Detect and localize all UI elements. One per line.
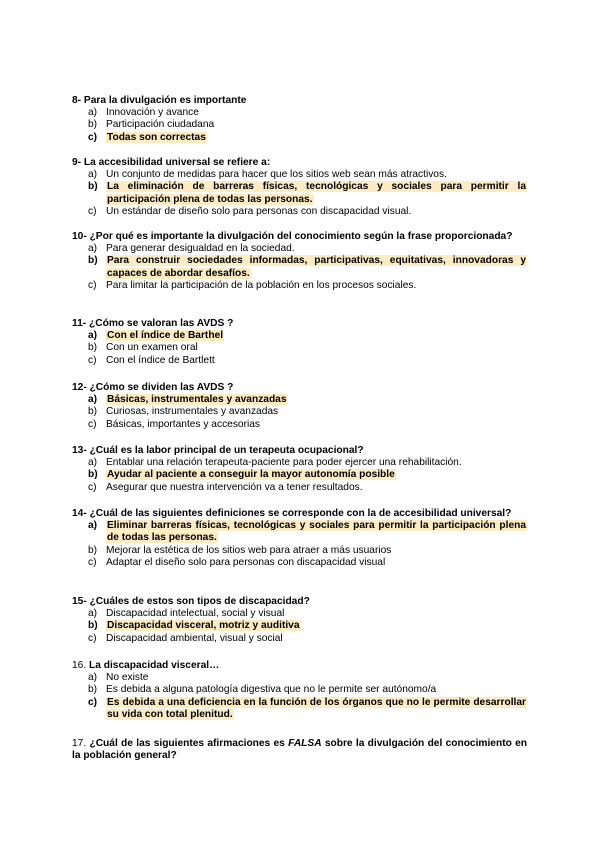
option-a-correct: a) Eliminar barreras físicas, tecnológicas y sociales para permitir la participación plena de todas las personas. <box>88 520 526 544</box>
option-c: c) Básicas, importantes y accesorias <box>88 418 261 430</box>
question-title: 15- ¿Cuáles de estos son tipos de discapacidad? <box>72 596 310 607</box>
question-8 <box>72 95 527 144</box>
option-b: b) Es debida a alguna patología digestiva que no le permite ser autónomo/a <box>88 684 437 696</box>
option-c: c) Discapacidad ambiental, visual y social <box>88 632 283 644</box>
option-a-correct: a) Con el índice de Barthel <box>88 330 224 342</box>
question-title: 10- ¿Por qué es importante la divulgación del conocimiento según la frase proporcionada? <box>72 231 513 242</box>
question-13 <box>72 445 527 494</box>
question-title: 16. La discapacidad visceral… <box>72 660 220 671</box>
question-title: 11- ¿Cómo se valoran las AVDS ? <box>72 318 234 329</box>
question-17 <box>72 738 527 762</box>
option-b: b) Mejorar la estética de los sitios web para atraer a más usuarios <box>88 544 392 556</box>
option-a: a) Entablar una relación terapeuta-paciente para poder ejercer una rehabilitación. <box>88 457 462 469</box>
option-c-correct: c) Es debida a una deficiencia en la función de los órganos que no le permite desarrollar su vida con total plenitud. <box>88 696 526 720</box>
question-title: 12- ¿Cómo se dividen las AVDS ? <box>72 382 234 393</box>
question-10 <box>72 231 527 292</box>
option-a: a) Un conjunto de medidas para hacer que los sitios web sean más atractivos. <box>88 169 447 181</box>
question-title: 8- Para la divulgación es importante <box>72 95 247 106</box>
option-c: c) Asegurar que nuestra intervención va a tener resultados. <box>88 481 363 493</box>
option-b-correct: b) Discapacidad visceral, motriz y auditiva <box>88 620 300 632</box>
option-a: a) No existe <box>88 672 149 684</box>
option-a: a) Discapacidad intelectual, social y visual <box>88 608 285 620</box>
question-14 <box>72 508 527 569</box>
option-b-correct: b) La eliminación de barreras físicas, tecnológicas y sociales para permitir la participación plena de todas las personas. <box>88 181 526 205</box>
option-b: b) Curiosas, instrumentales y avanzadas <box>88 406 279 418</box>
option-b-correct: b) Ayudar al paciente a conseguir la mayor autonomía posible <box>88 469 395 481</box>
question-16 <box>72 660 527 721</box>
question-title: 9- La accesibilidad universal se refiere a: <box>72 157 271 168</box>
question-title: 13- ¿Cuál es la labor principal de un terapeuta ocupacional? <box>72 445 364 456</box>
option-b-correct: b) Para construir sociedades informadas, participativas, equitativas, innovadoras y capaces de abordar desafíos. <box>88 255 526 279</box>
option-b: b) Participación ciudadana <box>88 119 215 131</box>
question-title: 14- ¿Cuál de las siguientes definiciones se corresponde con la de accesibilidad universal? <box>72 508 512 519</box>
option-a: a) Para generar desigualdad en la sociedad. <box>88 243 295 255</box>
option-a: a) Innovación y avance <box>88 107 199 119</box>
option-c: c) Para limitar la participación de la población en los procesos sociales. <box>88 279 417 291</box>
option-c: c) Un estándar de diseño solo para personas con discapacidad visual. <box>88 205 412 217</box>
question-15 <box>72 596 527 645</box>
option-c-correct: c) Todas son correctas <box>88 131 206 143</box>
question-12 <box>72 382 527 431</box>
option-a-correct: a) Básicas, instrumentales y avanzadas <box>88 394 287 406</box>
option-c: c) Con el índice de Bartlett <box>88 354 215 366</box>
option-b: b) Con un examen oral <box>88 342 198 354</box>
question-9 <box>72 157 527 218</box>
option-c: c) Adaptar el diseño solo para personas con discapacidad visual <box>88 556 386 568</box>
question-11 <box>72 318 527 367</box>
question-title: 17. ¿Cuál de las siguientes afirmaciones es FALSA sobre la divulgación del conocimiento en la población general? <box>72 738 527 762</box>
